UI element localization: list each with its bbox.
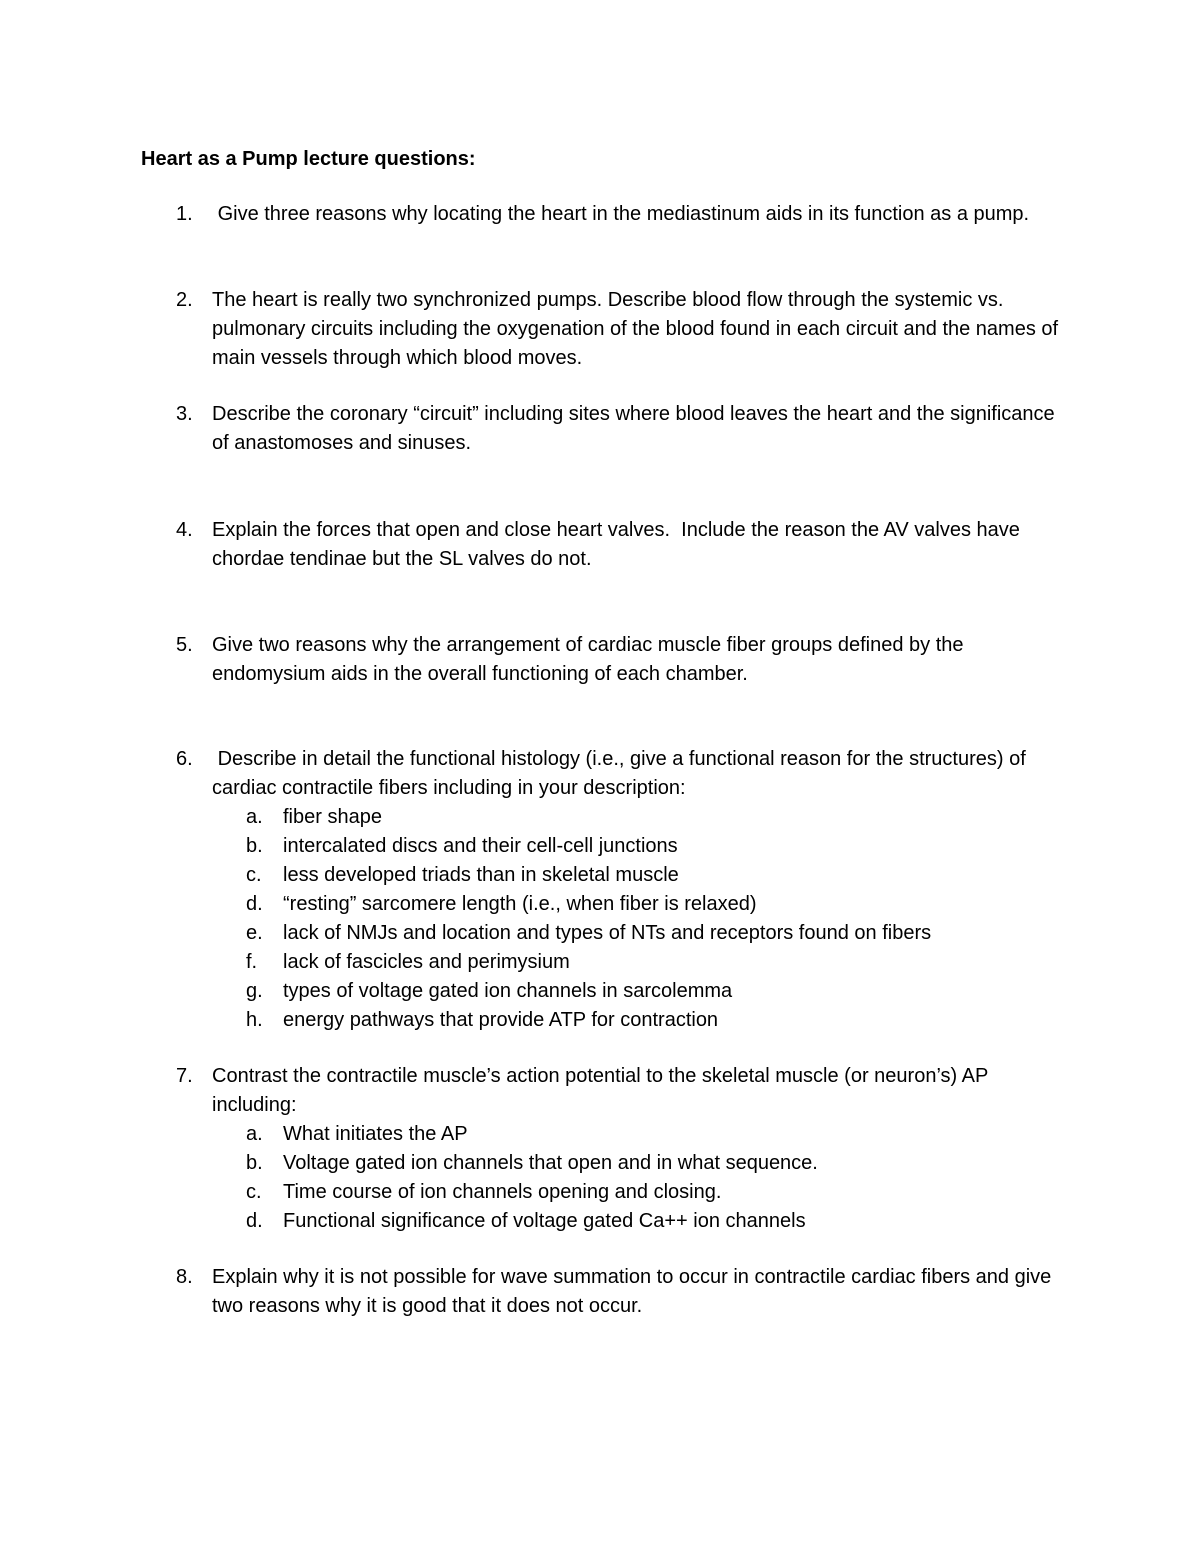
list-item-text: energy pathways that provide ATP for contraction (283, 1009, 719, 1031)
list-item-text: fiber shape (283, 806, 382, 828)
list-item-letter: c. (246, 864, 262, 886)
sub-item-list (212, 1120, 1076, 1236)
list-item-letter: a. (246, 806, 263, 828)
question-8 (176, 1263, 1076, 1321)
list-item-text: Time course of ion channels opening and closing. (283, 1181, 722, 1203)
list-item (212, 977, 1076, 1006)
list-item-text: What initiates the AP (283, 1123, 468, 1145)
question-5 (176, 631, 1076, 689)
question-text: Give two reasons why the arrangement of cardiac muscle fiber groups defined by the endomysium aids in the overall functioning of each chamber. (212, 634, 970, 685)
question-text: Describe in detail the functional histology (i.e., give a functional reason for the structures) of cardiac contractile fibers including in your description: (212, 748, 1032, 799)
question-number: 5. (176, 634, 193, 656)
question-text: Describe the coronary “circuit” including sites where blood leaves the heart and the significance of anastomoses and sinuses. (212, 403, 1061, 454)
question-text: Explain why it is not possible for wave summation to occur in contractile cardiac fibers and give two reasons why it is good that it does not occur. (212, 1266, 1057, 1317)
list-item-letter: d. (246, 1210, 263, 1232)
list-item (212, 1149, 1076, 1178)
list-item-letter: b. (246, 1152, 263, 1174)
question-4 (176, 516, 1076, 574)
question-6 (176, 745, 1076, 1035)
list-item-letter: a. (246, 1123, 263, 1145)
list-item (212, 1178, 1076, 1207)
question-number: 2. (176, 289, 193, 311)
list-item-text: intercalated discs and their cell-cell junctions (283, 835, 678, 857)
question-text: The heart is really two synchronized pumps. Describe blood flow through the systemic vs. pulmonary circuits including the oxygenation of the blood found in each circuit and the names of main vessels through which blood moves. (212, 289, 1064, 369)
question-1 (176, 200, 1076, 229)
list-item-letter: g. (246, 980, 263, 1002)
question-text: Contrast the contractile muscle’s action potential to the skeletal muscle (or neuron’s) AP including: (212, 1065, 994, 1116)
list-item-letter: h. (246, 1009, 263, 1031)
list-item-letter: c. (246, 1181, 262, 1203)
question-3 (176, 400, 1076, 458)
list-item (212, 1006, 1076, 1035)
question-number: 6. (176, 748, 193, 770)
list-item (212, 803, 1076, 832)
list-item (212, 890, 1076, 919)
list-item-text: lack of NMJs and location and types of NTs and receptors found on fibers (283, 922, 932, 944)
list-item-text: “resting” sarcomere length (i.e., when fiber is relaxed) (283, 893, 757, 915)
page-title: Heart as a Pump lecture questions: (141, 148, 476, 170)
list-item (212, 861, 1076, 890)
list-item-text: less developed triads than in skeletal muscle (283, 864, 679, 886)
question-number: 1. (176, 203, 193, 225)
list-item (212, 919, 1076, 948)
list-item (212, 1120, 1076, 1149)
list-item-text: types of voltage gated ion channels in sarcolemma (283, 980, 733, 1002)
list-item-text: lack of fascicles and perimysium (283, 951, 570, 973)
question-number: 7. (176, 1065, 193, 1087)
sub-item-list (212, 803, 1076, 1035)
list-item (212, 1207, 1076, 1236)
list-item (212, 948, 1076, 977)
list-item-letter: e. (246, 922, 263, 944)
question-2 (176, 286, 1076, 373)
list-item-letter: b. (246, 835, 263, 857)
question-7 (176, 1062, 1076, 1236)
question-number: 3. (176, 403, 193, 425)
question-text: Explain the forces that open and close heart valves. Include the reason the AV valves have chordae tendinae but the SL valves do not. (212, 519, 1026, 570)
question-text: Give three reasons why locating the heart in the mediastinum aids in its function as a pump. (212, 203, 1030, 225)
question-number: 4. (176, 519, 193, 541)
list-item (212, 832, 1076, 861)
list-item-letter: d. (246, 893, 263, 915)
list-item-text: Voltage gated ion channels that open and in what sequence. (283, 1152, 818, 1174)
question-number: 8. (176, 1266, 193, 1288)
list-item-text: Functional significance of voltage gated Ca++ ion channels (283, 1210, 806, 1232)
list-item-letter: f. (246, 951, 258, 973)
